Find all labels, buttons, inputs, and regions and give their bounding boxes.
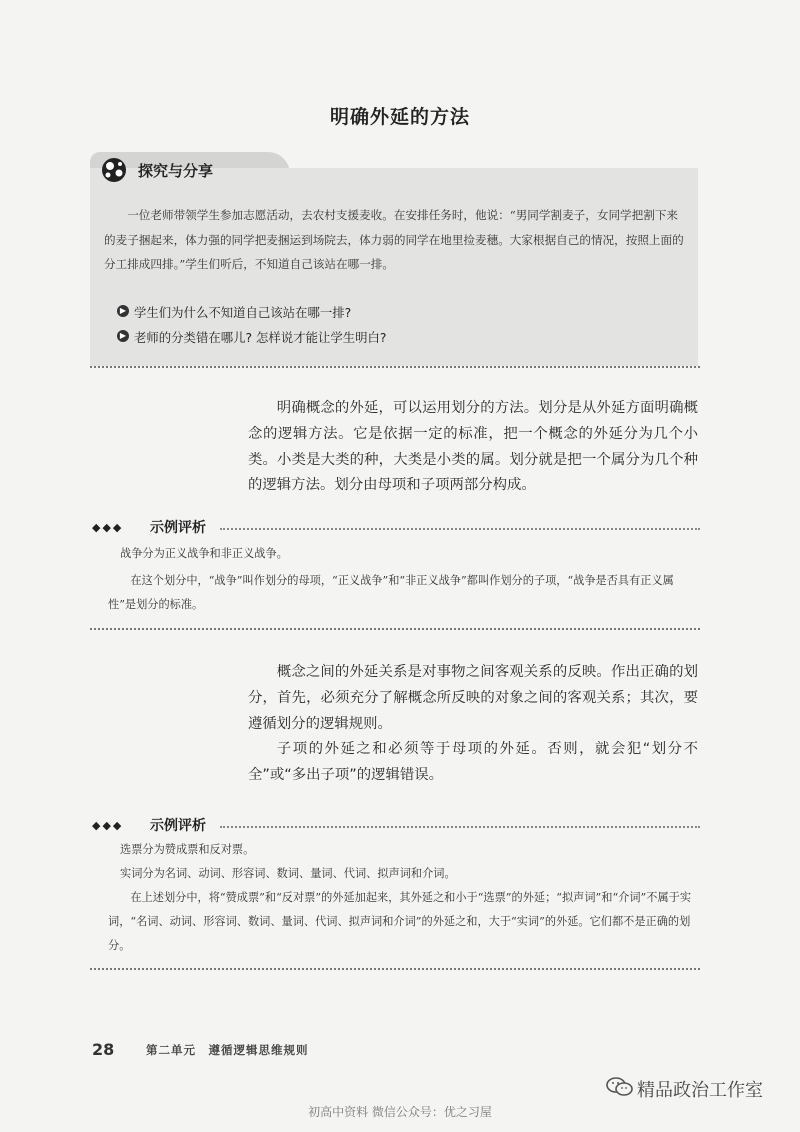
arrow-icon: ▶ (117, 305, 129, 317)
body-paragraph: 子项的外延之和必须等于母项的外延。否则，就会犯“划分不全”或“多出子项”的逻辑错误。 (248, 741, 698, 783)
page-number: 28 (92, 1040, 115, 1059)
body-paragraph: 概念之间的外延关系是对事物之间客观关系的反映。作出正确的划分，首先，必须充分了解概念所反映的对象之间的客观关系；其次，要遵循划分的逻辑规则。 (248, 664, 698, 732)
divider (220, 826, 700, 828)
bottom-caption: 初高中资料 微信公众号：优之习屋 (308, 1105, 492, 1119)
example-line: 在这个划分中，“战争”叫作划分的母项，“正义战争”和“非正义战争”都叫作划分的子项，“战争是否具有正义属性”是划分的标准。 (108, 574, 674, 611)
example-line: 实词分为名词、动词、形容词、数词、量词、代词、拟声词和介词。 (120, 867, 456, 880)
example-line: 选票分为赞成票和反对票。 (120, 843, 255, 856)
example-header (92, 816, 700, 836)
diamond-icon: ◆◆◆ (92, 819, 124, 832)
page-title: 明确外延的方法 (329, 106, 470, 128)
question-text: 老师的分类错在哪儿? 怎样说才能让学生明白? (134, 330, 387, 345)
question-item (119, 303, 352, 321)
question-text: 学生们为什么不知道自己该站在哪一排? (134, 305, 352, 320)
explore-icon (100, 156, 130, 184)
example-line: 在上述划分中，将“赞成票”和“反对票”的外延加起来，其外延之和小于“选票”的外延；“拟声词”和“介词”不属于实词，“名词、动词、形容词、数词、量词、代词、拟声词和介词”的外延之和，大于“实词”的外延。它们都不是正确的划分。 (108, 891, 692, 952)
divider (90, 968, 700, 970)
question-item (119, 328, 387, 346)
explore-title: 探究与分享 (138, 162, 214, 180)
arrow-icon: ▶ (117, 330, 129, 342)
divider (90, 628, 700, 630)
body-paragraph: 明确概念的外延，可以运用划分的方法。划分是从外延方面明确概念的逻辑方法。它是依据一定的标准，把一个概念的外延分为几个小类。小类是大类的种，大类是小类的属。划分就是把一个属分为几个种的逻辑方法。划分由母项和子项两部分构成。 (248, 400, 698, 494)
unit-title: 第二单元 遵循逻辑思维规则 (146, 1043, 309, 1057)
wechat-icon (605, 1076, 635, 1098)
divider (220, 528, 700, 530)
diamond-icon: ◆◆◆ (92, 521, 124, 534)
example-header (92, 518, 700, 538)
example-label: 示例评析 (150, 818, 206, 834)
watermark-text: 精品政治工作室 (637, 1080, 763, 1101)
explore-text: 一位老师带领学生参加志愿活动，去农村支援麦收。在安排任务时，他说：“男同学割麦子，女同学把割下来的麦子捆起来，体力强的同学把麦捆运到场院去，体力弱的同学在地里捡麦穗。大家根据自己的情况，按照上面的分工排成四排。”学生们听后，不知道自己该站在哪一排。 (104, 208, 684, 271)
example-line: 战争分为正义战争和非正义战争。 (120, 547, 288, 560)
example-label: 示例评析 (150, 520, 206, 536)
divider (90, 366, 700, 368)
